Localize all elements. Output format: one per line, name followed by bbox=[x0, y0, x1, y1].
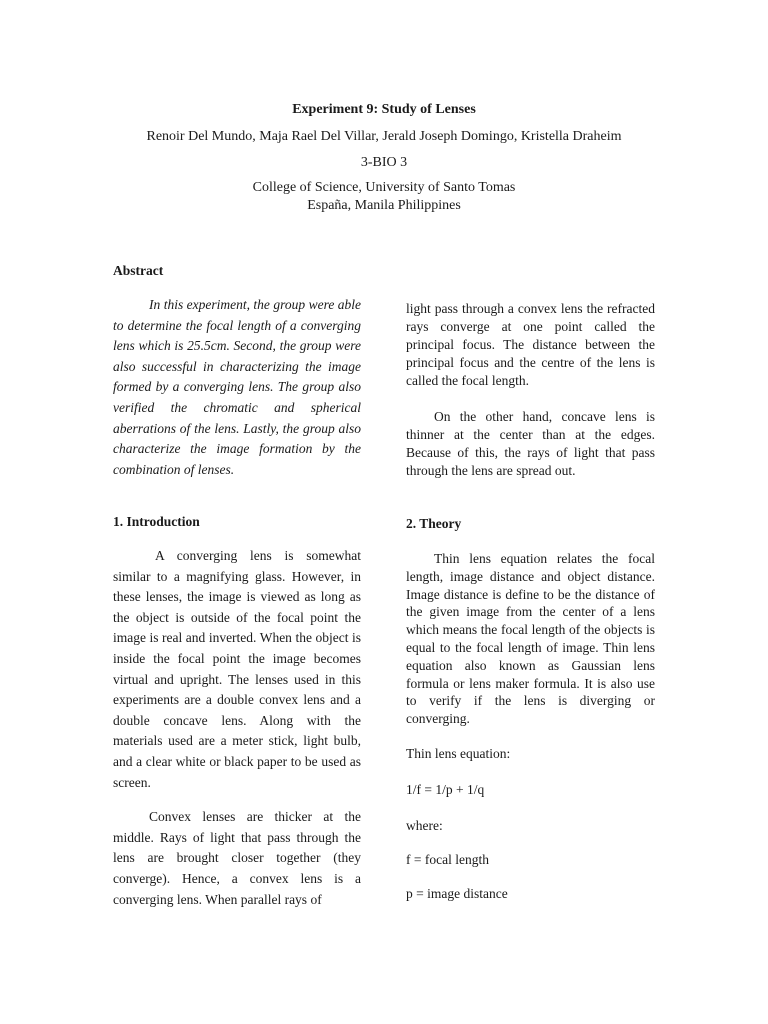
theory-paragraph-1: Thin lens equation relates the focal length, image distance and object distance. Image distance is define to be the distance of the given image from the center of a lens which means the focal length of the objects is equal to the focal length of image. Thin lens equation also known as Gaussian lens formula or lens maker formula. It is also use to verify if the lens is diverging or converging. bbox=[406, 551, 655, 727]
intro-column bbox=[113, 546, 361, 910]
section-label: 3-BIO 3 bbox=[360, 155, 408, 170]
abstract-text: In this experiment, the group were able to determine the focal length of a converging lens which is 25.5cm. Second, the group were also successful in characterizing the image formed by a converging lens. The group also verified the chromatic and spherical aberrations of the lens. Lastly, the group also characterize the image formation by the combination of lenses. bbox=[113, 297, 361, 477]
intro-paragraph-2-continued: light pass through a convex lens the refracted rays converge at one point called the principal focus. The distance between the principal focus and the centre of the lens is called the focal length. bbox=[406, 301, 655, 388]
intro-paragraph-3: On the other hand, concave lens is thinner at the center than at the edges. Because of this, the rays of light that pass through the lens are spread out. bbox=[406, 409, 655, 478]
intro-paragraph-2: Convex lenses are thicker at the middle. Rays of light that pass through the lens are brought closer together (they converge). Hence, a convex lens is a converging lens. When parallel rays of bbox=[113, 809, 361, 907]
abstract-heading: Abstract bbox=[113, 263, 164, 278]
affiliation-line-1: College of Science, University of Santo Tomas bbox=[252, 180, 516, 195]
intro-paragraph-1: A converging lens is somewhat similar to a magnifying glass. However, in these lenses, the image is viewed as long as the object is outside of the focal point the image is real and inverted. When the object is inside the focal point the image becomes virtual and upright. The lenses used in this experiments are a double convex lens and a double concave lens. Along with the materials used are a meter stick, light bulb, and a clear white or black paper to be used as screen. bbox=[113, 548, 361, 790]
definition-f: f = focal length bbox=[406, 852, 489, 867]
equation-label: Thin lens equation: bbox=[406, 746, 511, 761]
paper-title: Experiment 9: Study of Lenses bbox=[292, 102, 476, 117]
theory-heading: 2. Theory bbox=[406, 516, 462, 531]
where-label: where: bbox=[406, 818, 443, 833]
introduction-heading: 1. Introduction bbox=[113, 514, 200, 529]
authors: Renoir Del Mundo, Maja Rael Del Villar, Jerald Joseph Domingo, Kristella Draheim bbox=[146, 129, 622, 144]
theory-column bbox=[406, 550, 655, 728]
left-column bbox=[113, 295, 361, 480]
right-column-top bbox=[406, 300, 655, 480]
affiliation-line-2: España, Manila Philippines bbox=[307, 198, 461, 213]
thin-lens-equation: 1/f = 1/p + 1/q bbox=[406, 782, 485, 797]
definition-p: p = image distance bbox=[406, 886, 508, 901]
